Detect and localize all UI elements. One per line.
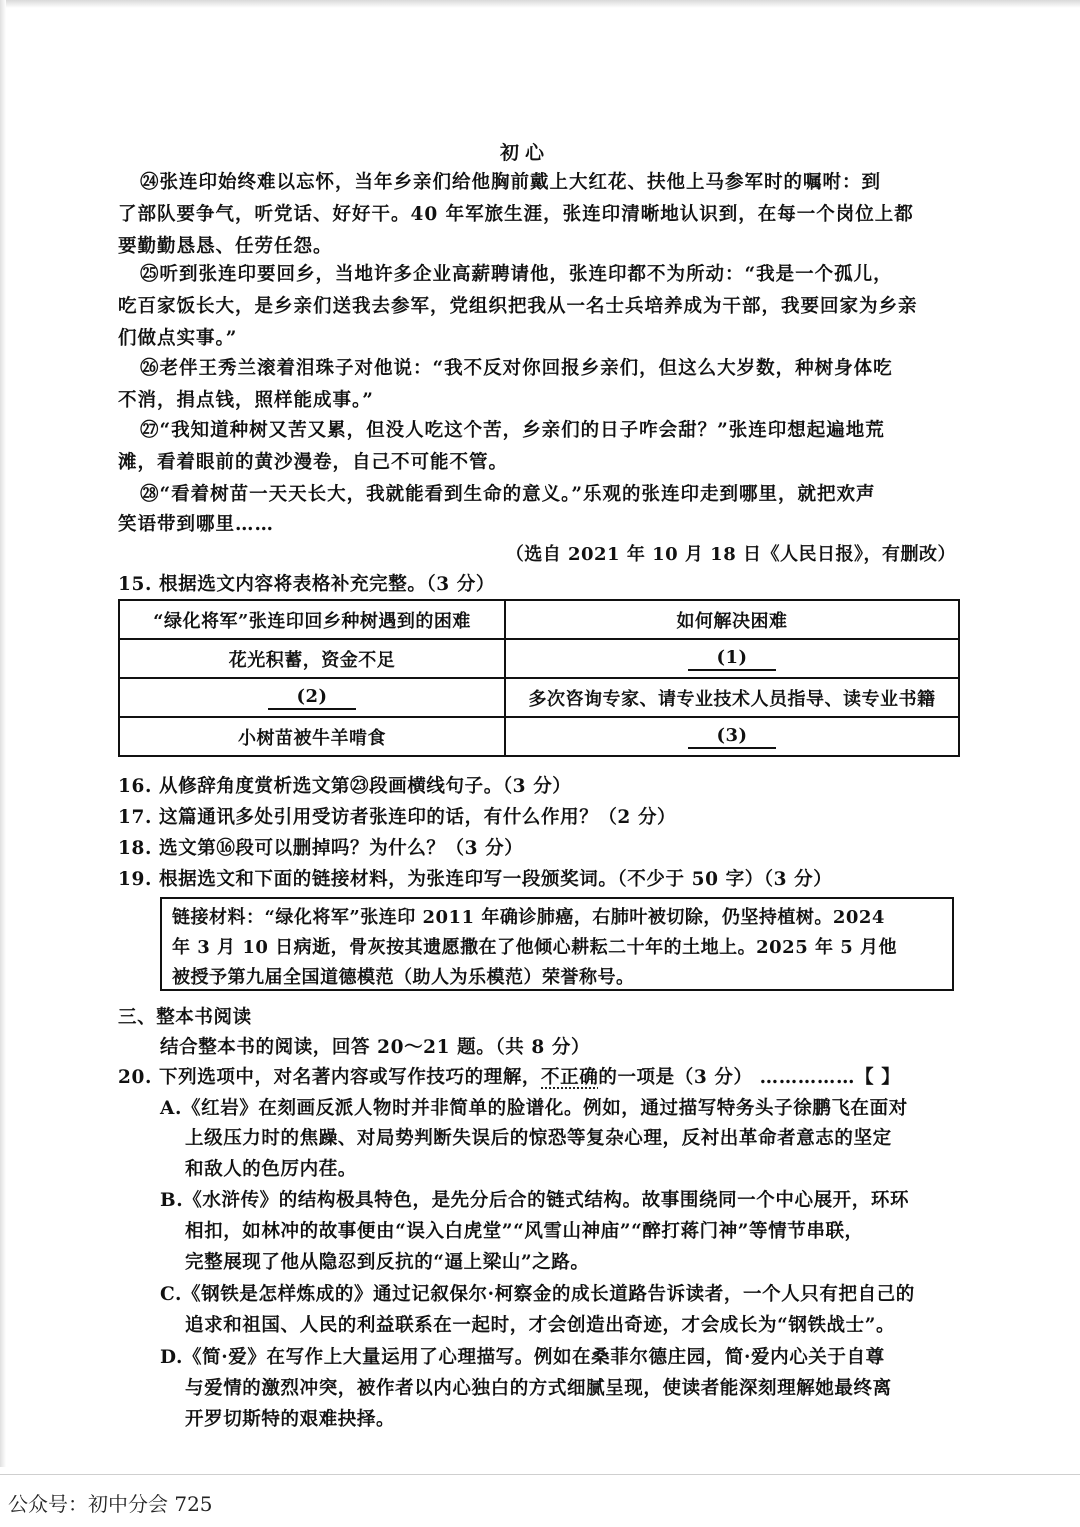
section-intro: 结合整本书的阅读，回答 20～21 题。（共 8 分） bbox=[160, 1037, 591, 1058]
table-row bbox=[119, 639, 959, 678]
link-material-line: 年 3 月 10 日病逝，骨灰按其遗愿撒在了他倾心耕耘二十年的土地上。2025 年 5 月他 bbox=[172, 937, 898, 958]
table-cell: 多次咨询专家、请专业技术人员指导、读专业书籍 bbox=[505, 678, 959, 717]
option-b[interactable]: B.《水浒传》的结构极具特色，是先分后合的链式结构。故事围绕同一个中心展开，环环 bbox=[160, 1190, 910, 1211]
answer-blank-3[interactable]: (3) bbox=[688, 725, 776, 749]
paragraph-24: ㉔张连印始终难以忘怀，当年乡亲们给他胸前戴上大红花、扶他上马参军时的嘱咐：到 bbox=[140, 172, 882, 193]
section-heading: 三、整本书阅读 bbox=[118, 1007, 252, 1028]
question-18: 18. 选文第⑯段可以删掉吗？为什么？（3 分） bbox=[118, 838, 524, 859]
question-20-text: 20. 下列选项中，对名著内容或写作技巧的理解， bbox=[118, 1067, 542, 1088]
option-b: 相扣，如林冲的故事便由“误入白虎堂”“风雪山神庙”“醉打蒋门神”等情节串联， bbox=[185, 1221, 864, 1242]
scan-edge bbox=[0, 0, 1080, 8]
table-cell: 花光积蓄，资金不足 bbox=[119, 639, 505, 678]
answer-table bbox=[118, 599, 960, 757]
question-17: 17. 这篇通讯多处引用受访者张连印的话，有什么作用？（2 分） bbox=[118, 807, 677, 828]
link-material-line: 被授予第九届全国道德模范（助人为乐模范）荣誉称号。 bbox=[172, 967, 635, 988]
question-20 bbox=[118, 1063, 900, 1089]
question-20-text: 的一项是（3 分） ……………【 】 bbox=[598, 1067, 901, 1088]
option-c[interactable]: C.《钢铁是怎样炼成的》通过记叙保尔·柯察金的成长道路告诉读者，一个人只有把自己的 bbox=[160, 1284, 915, 1305]
option-a[interactable]: A.《红岩》在刻画反派人物时并非简单的脸谱化。例如，通过描写特务头子徐鹏飞在面对 bbox=[160, 1098, 908, 1119]
article-source: （选自 2021 年 10 月 18 日《人民日报》，有删改） bbox=[505, 544, 956, 565]
question-15: 15. 根据选文内容将表格补充完整。（3 分） bbox=[118, 574, 495, 595]
table-cell bbox=[119, 678, 505, 717]
emphasis-dotted: 不正确 bbox=[541, 1067, 599, 1088]
paragraph-24: 了部队要争气，听党话、好好干。40 年军旅生涯，张连印清晰地认识到，在每一个岗位上都 bbox=[118, 204, 914, 225]
paragraph-28: ㉘“看着树苗一天天长大，我就能看到生命的意义。”乐观的张连印走到哪里，就把欢声 bbox=[140, 484, 876, 505]
answer-blank-1[interactable]: (1) bbox=[688, 647, 776, 671]
table-row bbox=[119, 678, 959, 717]
table-header-difficulty: “绿化将军”张连印回乡种树遇到的困难 bbox=[119, 600, 505, 639]
option-b: 完整展现了他从隐忍到反抗的“逼上梁山”之路。 bbox=[185, 1252, 590, 1273]
table-cell bbox=[505, 717, 959, 756]
option-d[interactable]: D.《简·爱》在写作上大量运用了心理描写。例如在桑菲尔德庄园，简·爱内心关于自尊 bbox=[160, 1347, 885, 1368]
table-row bbox=[119, 717, 959, 756]
question-19: 19. 根据选文和下面的链接材料，为张连印写一段颁奖词。（不少于 50 字）（3 分） bbox=[118, 869, 833, 890]
answer-blank-2[interactable]: (2) bbox=[268, 686, 356, 710]
table-header-solution: 如何解决困难 bbox=[505, 600, 959, 639]
table-cell: 小树苗被牛羊啃食 bbox=[119, 717, 505, 756]
option-a: 和敌人的色厉内荏。 bbox=[185, 1159, 357, 1180]
paragraph-26: ㉖老伴王秀兰滚着泪珠子对他说：“我不反对你回报乡亲们，但这么大岁数，种树身体吃 bbox=[140, 358, 893, 379]
article-title: 初心 bbox=[500, 142, 551, 164]
table-cell bbox=[505, 639, 959, 678]
paragraph-25: 们做点实事。” bbox=[118, 328, 238, 349]
paragraph-26: 不消，捐点钱，照样能成事。” bbox=[118, 390, 374, 411]
paragraph-25: ㉕听到张连印要回乡，当地许多企业高薪聘请他，张连印都不为所动：“我是一个孤儿， bbox=[140, 264, 893, 285]
footer-divider bbox=[0, 1474, 1080, 1475]
table-row bbox=[119, 600, 959, 639]
paragraph-27: 滩，看着眼前的黄沙漫卷，自己不可能不管。 bbox=[118, 452, 509, 473]
option-d: 开罗切斯特的艰难抉择。 bbox=[185, 1409, 396, 1430]
scan-edge bbox=[0, 0, 6, 1467]
link-material-line: 链接材料：“绿化将军”张连印 2011 年确诊肺癌，右肺叶被切除，仍坚持植树。2024 bbox=[172, 907, 885, 928]
question-16: 16. 从修辞角度赏析选文第㉓段画横线句子。（3 分） bbox=[118, 776, 572, 797]
paragraph-24: 要勤勤恳恳、任劳任怨。 bbox=[118, 236, 333, 257]
paragraph-27: ㉗“我知道种树又苦又累，但没人吃这个苦，乡亲们的日子咋会甜？”张连印想起遍地荒 bbox=[140, 420, 885, 441]
option-c: 追求和祖国、人民的利益联系在一起时，才会创造出奇迹，才会成长为“钢铁战士”。 bbox=[185, 1315, 896, 1336]
paragraph-25: 吃百家饭长大，是乡亲们送我去参军，党组织把我从一名士兵培养成为干部，我要回家为乡亲 bbox=[118, 296, 918, 317]
footer-watermark: 公众号：初中分会 725 bbox=[8, 1492, 213, 1516]
option-d: 与爱情的激烈冲突，被作者以内心独白的方式细腻呈现，使读者能深刻理解她最终离 bbox=[185, 1378, 892, 1399]
link-material-box bbox=[160, 897, 954, 991]
option-a: 上级压力时的焦躁、对局势判断失误后的惊恐等复杂心理，反衬出革命者意志的坚定 bbox=[185, 1128, 892, 1149]
paragraph-28: 笑语带到哪里…… bbox=[118, 514, 275, 535]
